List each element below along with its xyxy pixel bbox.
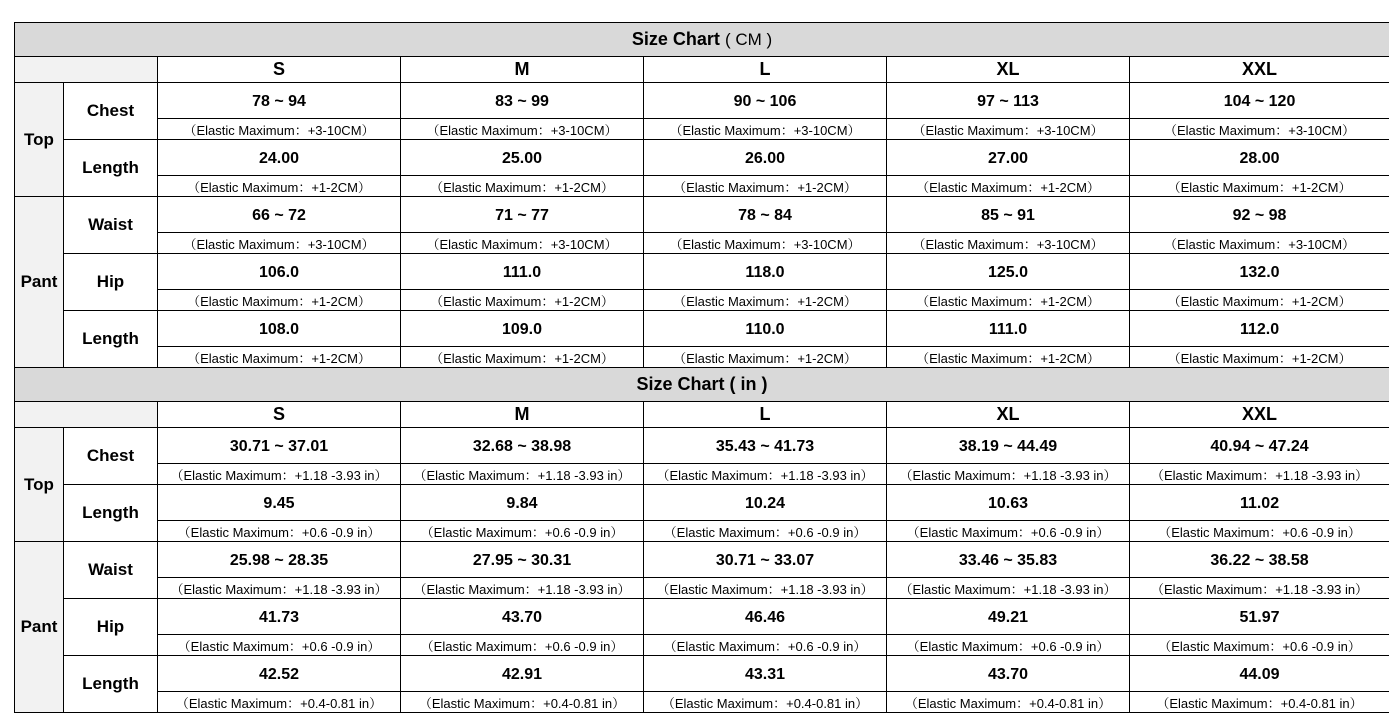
elastic-note: （Elastic Maximum：+3-10CM） (887, 233, 1130, 254)
value-cell: 109.0 (401, 311, 644, 347)
elastic-note: （Elastic Maximum：+0.4-0.81 in） (158, 692, 401, 713)
group-label-top: Top (15, 428, 64, 542)
value-cell: 132.0 (1130, 254, 1389, 290)
elastic-note: （Elastic Maximum：+3-10CM） (887, 119, 1130, 140)
measure-label-waist: Waist (64, 542, 158, 599)
value-cell: 11.02 (1130, 485, 1389, 521)
chart-unit: ( in ) (730, 374, 768, 394)
chart-unit: ( CM ) (725, 30, 772, 49)
elastic-note: （Elastic Maximum：+1.18 -3.93 in） (158, 578, 401, 599)
value-cell: 28.00 (1130, 140, 1389, 176)
elastic-note: （Elastic Maximum：+3-10CM） (1130, 119, 1389, 140)
value-cell: 33.46 ~ 35.83 (887, 542, 1130, 578)
elastic-note: （Elastic Maximum：+0.6 -0.9 in） (887, 521, 1130, 542)
group-label-pant: Pant (15, 542, 64, 713)
elastic-note: （Elastic Maximum：+1-2CM） (644, 176, 887, 197)
size-header-xl: XL (887, 402, 1130, 428)
value-cell: 25.00 (401, 140, 644, 176)
value-cell: 40.94 ~ 47.24 (1130, 428, 1389, 464)
elastic-note: （Elastic Maximum：+1-2CM） (401, 347, 644, 368)
value-cell: 10.24 (644, 485, 887, 521)
elastic-note: （Elastic Maximum：+1.18 -3.93 in） (644, 464, 887, 485)
chart-title (15, 23, 1389, 57)
value-cell: 10.63 (887, 485, 1130, 521)
value-cell: 27.95 ~ 30.31 (401, 542, 644, 578)
elastic-note: （Elastic Maximum：+0.4-0.81 in） (644, 692, 887, 713)
value-cell: 118.0 (644, 254, 887, 290)
size-header-xxl: XXL (1130, 402, 1389, 428)
value-cell: 90 ~ 106 (644, 83, 887, 119)
value-cell: 104 ~ 120 (1130, 83, 1389, 119)
value-cell: 125.0 (887, 254, 1130, 290)
elastic-note: （Elastic Maximum：+3-10CM） (644, 233, 887, 254)
elastic-note: （Elastic Maximum：+0.6 -0.9 in） (158, 635, 401, 656)
value-cell: 85 ~ 91 (887, 197, 1130, 233)
elastic-note: （Elastic Maximum：+1-2CM） (1130, 290, 1389, 311)
value-cell: 42.91 (401, 656, 644, 692)
value-cell: 38.19 ~ 44.49 (887, 428, 1130, 464)
elastic-note: （Elastic Maximum：+1.18 -3.93 in） (887, 464, 1130, 485)
elastic-note: （Elastic Maximum：+0.6 -0.9 in） (401, 521, 644, 542)
elastic-note: （Elastic Maximum：+1.18 -3.93 in） (887, 578, 1130, 599)
elastic-note: （Elastic Maximum：+1-2CM） (644, 290, 887, 311)
elastic-note: （Elastic Maximum：+1.18 -3.93 in） (401, 464, 644, 485)
elastic-note: （Elastic Maximum：+1-2CM） (401, 176, 644, 197)
size-header-s: S (158, 402, 401, 428)
value-cell: 78 ~ 84 (644, 197, 887, 233)
elastic-note: （Elastic Maximum：+3-10CM） (401, 233, 644, 254)
value-cell: 110.0 (644, 311, 887, 347)
elastic-note: （Elastic Maximum：+0.6 -0.9 in） (1130, 521, 1389, 542)
size-header-l: L (644, 57, 887, 83)
value-cell: 41.73 (158, 599, 401, 635)
measure-label-length: Length (64, 485, 158, 542)
value-cell: 92 ~ 98 (1130, 197, 1389, 233)
elastic-note: （Elastic Maximum：+0.6 -0.9 in） (158, 521, 401, 542)
elastic-note: （Elastic Maximum：+1-2CM） (1130, 347, 1389, 368)
value-cell: 51.97 (1130, 599, 1389, 635)
elastic-note: （Elastic Maximum：+0.4-0.81 in） (401, 692, 644, 713)
elastic-note: （Elastic Maximum：+1-2CM） (158, 290, 401, 311)
value-cell: 9.84 (401, 485, 644, 521)
value-cell: 36.22 ~ 38.58 (1130, 542, 1389, 578)
elastic-note: （Elastic Maximum：+0.6 -0.9 in） (401, 635, 644, 656)
measure-label-waist: Waist (64, 197, 158, 254)
value-cell: 30.71 ~ 37.01 (158, 428, 401, 464)
size-header-m: M (401, 402, 644, 428)
value-cell: 83 ~ 99 (401, 83, 644, 119)
elastic-note: （Elastic Maximum：+1.18 -3.93 in） (1130, 464, 1389, 485)
size-chart-cm (14, 22, 1389, 368)
value-cell: 24.00 (158, 140, 401, 176)
elastic-note: （Elastic Maximum：+1-2CM） (401, 290, 644, 311)
value-cell: 66 ~ 72 (158, 197, 401, 233)
chart-title-text: Size Chart (632, 29, 720, 49)
corner-header (15, 402, 158, 428)
elastic-note: （Elastic Maximum：+1-2CM） (158, 347, 401, 368)
elastic-note: （Elastic Maximum：+0.4-0.81 in） (1130, 692, 1389, 713)
elastic-note: （Elastic Maximum：+1-2CM） (158, 176, 401, 197)
corner-header (15, 57, 158, 83)
elastic-note: （Elastic Maximum：+3-10CM） (158, 233, 401, 254)
value-cell: 108.0 (158, 311, 401, 347)
elastic-note: （Elastic Maximum：+3-10CM） (644, 119, 887, 140)
elastic-note: （Elastic Maximum：+1-2CM） (1130, 176, 1389, 197)
elastic-note: （Elastic Maximum：+1.18 -3.93 in） (401, 578, 644, 599)
elastic-note: （Elastic Maximum：+0.6 -0.9 in） (644, 635, 887, 656)
value-cell: 112.0 (1130, 311, 1389, 347)
value-cell: 106.0 (158, 254, 401, 290)
measure-label-chest: Chest (64, 428, 158, 485)
value-cell: 46.46 (644, 599, 887, 635)
elastic-note: （Elastic Maximum：+1.18 -3.93 in） (1130, 578, 1389, 599)
value-cell: 44.09 (1130, 656, 1389, 692)
size-header-xl: XL (887, 57, 1130, 83)
value-cell: 30.71 ~ 33.07 (644, 542, 887, 578)
elastic-note: （Elastic Maximum：+1-2CM） (887, 347, 1130, 368)
chart-title-text: Size Chart (636, 374, 724, 394)
group-label-pant: Pant (15, 197, 64, 368)
value-cell: 35.43 ~ 41.73 (644, 428, 887, 464)
value-cell: 78 ~ 94 (158, 83, 401, 119)
value-cell: 43.70 (401, 599, 644, 635)
size-header-l: L (644, 402, 887, 428)
elastic-note: （Elastic Maximum：+0.6 -0.9 in） (644, 521, 887, 542)
elastic-note: （Elastic Maximum：+1.18 -3.93 in） (644, 578, 887, 599)
value-cell: 26.00 (644, 140, 887, 176)
elastic-note: （Elastic Maximum：+1-2CM） (644, 347, 887, 368)
value-cell: 97 ~ 113 (887, 83, 1130, 119)
chart-title (15, 368, 1389, 402)
elastic-note: （Elastic Maximum：+0.6 -0.9 in） (1130, 635, 1389, 656)
elastic-note: （Elastic Maximum：+1.18 -3.93 in） (158, 464, 401, 485)
value-cell: 42.52 (158, 656, 401, 692)
value-cell: 111.0 (401, 254, 644, 290)
elastic-note: （Elastic Maximum：+0.4-0.81 in） (887, 692, 1130, 713)
value-cell: 27.00 (887, 140, 1130, 176)
size-header-m: M (401, 57, 644, 83)
group-label-top: Top (15, 83, 64, 197)
value-cell: 43.31 (644, 656, 887, 692)
measure-label-length: Length (64, 311, 158, 368)
elastic-note: （Elastic Maximum：+3-10CM） (401, 119, 644, 140)
measure-label-length: Length (64, 140, 158, 197)
elastic-note: （Elastic Maximum：+0.6 -0.9 in） (887, 635, 1130, 656)
elastic-note: （Elastic Maximum：+1-2CM） (887, 290, 1130, 311)
value-cell: 71 ~ 77 (401, 197, 644, 233)
measure-label-hip: Hip (64, 254, 158, 311)
value-cell: 32.68 ~ 38.98 (401, 428, 644, 464)
value-cell: 43.70 (887, 656, 1130, 692)
size-header-xxl: XXL (1130, 57, 1389, 83)
size-header-s: S (158, 57, 401, 83)
elastic-note: （Elastic Maximum：+1-2CM） (887, 176, 1130, 197)
elastic-note: （Elastic Maximum：+3-10CM） (158, 119, 401, 140)
value-cell: 49.21 (887, 599, 1130, 635)
value-cell: 9.45 (158, 485, 401, 521)
elastic-note: （Elastic Maximum：+3-10CM） (1130, 233, 1389, 254)
size-chart-inches (14, 367, 1389, 713)
value-cell: 25.98 ~ 28.35 (158, 542, 401, 578)
measure-label-length: Length (64, 656, 158, 713)
measure-label-hip: Hip (64, 599, 158, 656)
value-cell: 111.0 (887, 311, 1130, 347)
measure-label-chest: Chest (64, 83, 158, 140)
